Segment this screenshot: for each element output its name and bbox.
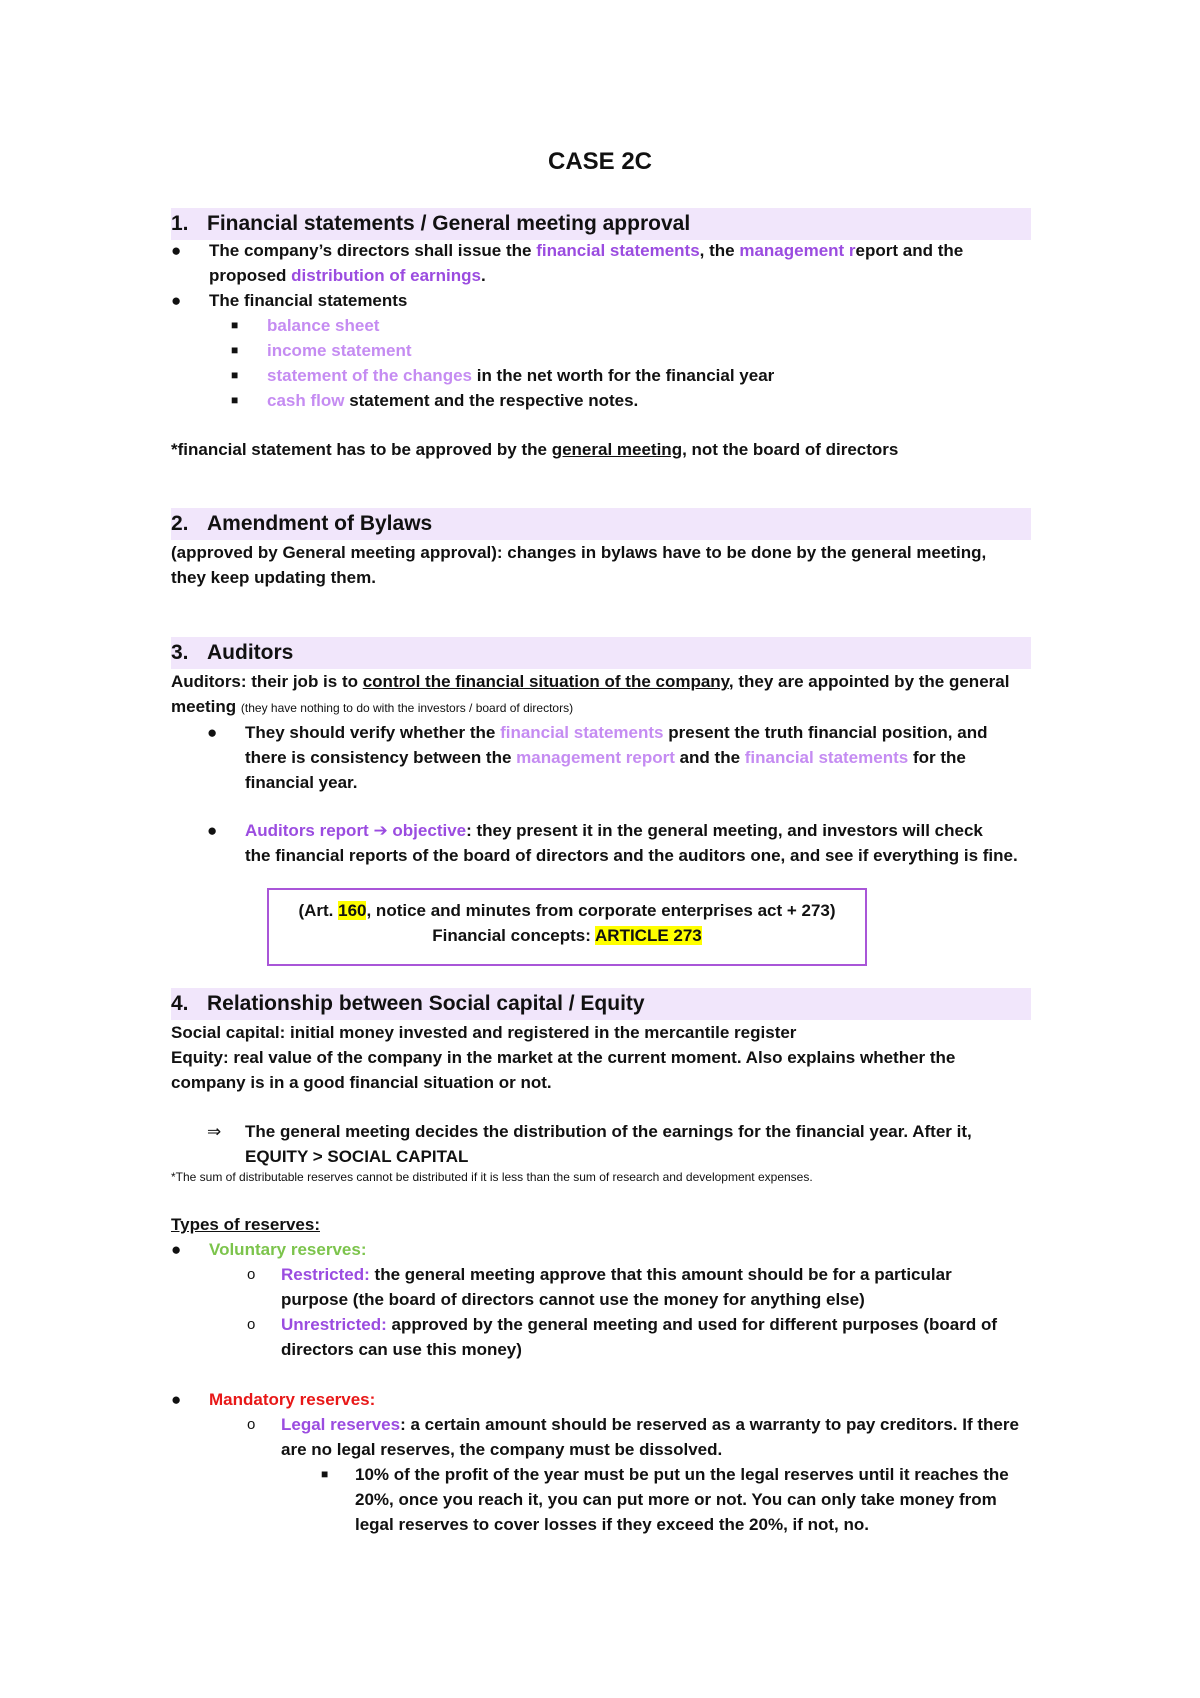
arrow-right-icon: ⇒: [207, 1122, 222, 1141]
square-bullet-icon: ■: [231, 393, 239, 407]
square-bullet-icon: ■: [231, 318, 239, 332]
s3-bullet-1: They should verify whether the financial statements present the truth financial position, and there is consistency between the management report and the financial statements for the financial year.: [245, 723, 988, 792]
bullet-dot-icon: ●: [171, 1240, 182, 1259]
section-2-heading: 2. Amendment of Bylaws: [171, 508, 1031, 540]
unrestricted-reserves: Unrestricted: approved by the general meeting and used for different purposes (board of directors can use this money): [281, 1315, 998, 1359]
sub-item-balance-sheet: balance sheet: [267, 316, 380, 335]
sub-item-changes: statement of the changes in the net worth for the financial year: [267, 366, 775, 385]
legal-reserves: Legal reserves: a certain amount should be reserved as a warranty to pay creditors. If there are no legal reserves, the company must be dissolved.: [281, 1415, 1019, 1459]
s1-note: *financial statement has to be approved by the general meeting, not the board of directors: [171, 440, 899, 459]
bullet-dot-icon: ●: [171, 241, 182, 260]
voluntary-reserves: Voluntary reserves:: [209, 1240, 367, 1259]
types-of-reserves-heading: Types of reserves:: [171, 1215, 320, 1234]
square-bullet-icon: ■: [231, 343, 239, 357]
bullet-dot-icon: ●: [207, 821, 218, 840]
legal-reserve-percentage: 10% of the profit of the year must be put un the legal reserves until it reaches the 20%, once you reach it, you can put more or not. You can only take money from legal reserves to cover losses if they exceed the 20%, if not, no.: [355, 1465, 1009, 1534]
s1-bullet-2: The financial statements: [209, 291, 408, 310]
s3-intro: Auditors: their job is to control the financial situation of the company, they are appointed by the general meeting (they have nothing to do with the investors / board of directors): [171, 672, 1010, 716]
circle-bullet-icon: o: [247, 1266, 256, 1283]
s2-text: (approved by General meeting approval): changes in bylaws have to be done by the general meeting, they keep updating them.: [171, 543, 987, 587]
s3-bullet-2: Auditors report ➔ objective: they present it in the general meeting, and investors will check the financial reports of the board of directors and the auditors one, and see if everything is fine.: [245, 821, 1018, 865]
bullet-dot-icon: ●: [207, 723, 218, 742]
page-title: CASE 2C: [547, 148, 653, 175]
circle-bullet-icon: o: [247, 1416, 256, 1433]
section-3-heading: 3. Auditors: [171, 637, 1031, 669]
sub-item-income-statement: income statement: [267, 341, 412, 360]
sub-item-cash-flow: cash flow statement and the respective notes.: [267, 391, 639, 410]
bullet-dot-icon: ●: [171, 1390, 182, 1409]
mandatory-reserves: Mandatory reserves:: [209, 1390, 376, 1409]
s4-arrow-point: The general meeting decides the distribution of the earnings for the financial year. After it, EQUITY > SOCIAL CAPITAL: [245, 1122, 972, 1166]
square-bullet-icon: ■: [321, 1467, 329, 1481]
section-4-heading: 4. Relationship between Social capital / Equity: [171, 988, 1031, 1020]
s1-bullet-1: The company’s directors shall issue the financial statements, the management report and the proposed distribution of earnings.: [209, 241, 964, 285]
bullet-dot-icon: ●: [171, 291, 182, 310]
circle-bullet-icon: o: [247, 1316, 256, 1333]
square-bullet-icon: ■: [231, 368, 239, 382]
section-1-heading: 1. Financial statements / General meeting approval: [171, 208, 1031, 240]
restricted-reserves: Restricted: the general meeting approve that this amount should be for a particular purpose (the board of directors cannot use the money for anything else): [281, 1265, 952, 1309]
article-reference-box: (Art. 160, notice and minutes from corporate enterprises act + 273) Financial concepts: ARTICLE 273: [267, 888, 867, 966]
s4-small-note: *The sum of distributable reserves cannot be distributed if it is less than the sum of research and development expenses.: [171, 1170, 813, 1184]
s4-definitions: Social capital: initial money invested and registered in the mercantile register Equity: real value of the company in the market at the current moment. Also explains whether the company is in a good financial situation or not.: [171, 1023, 956, 1092]
